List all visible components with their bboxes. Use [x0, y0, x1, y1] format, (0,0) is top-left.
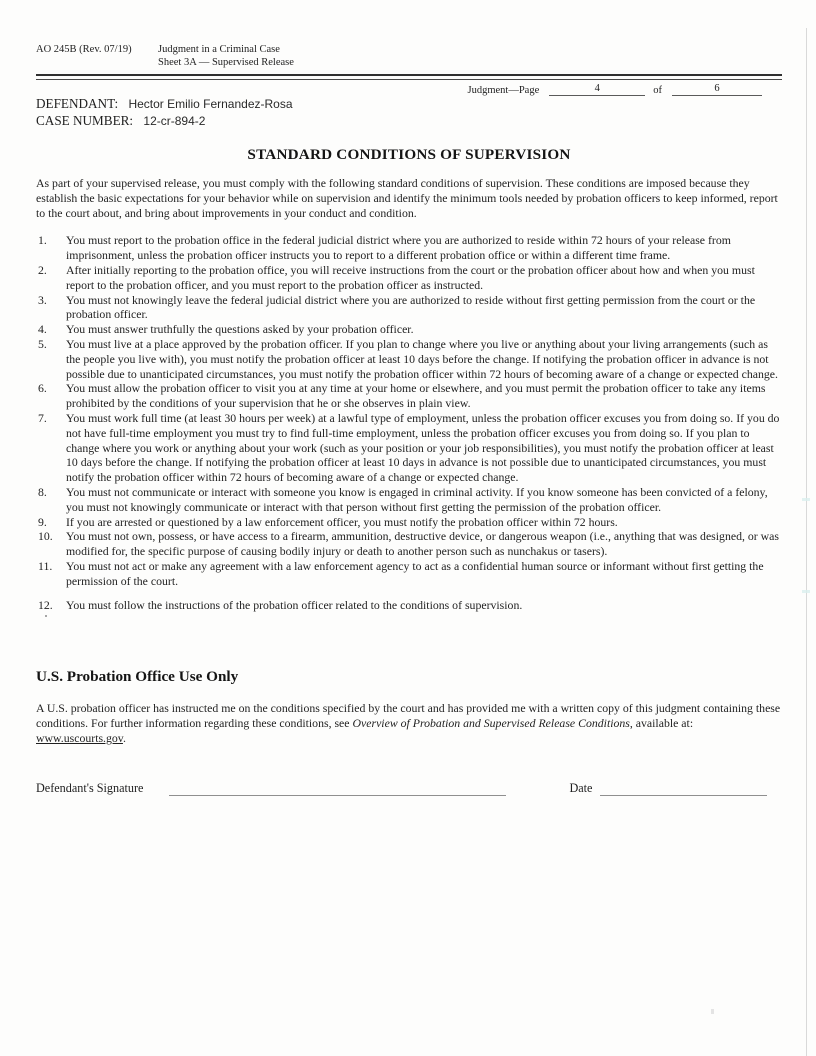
scan-artifact-mark: [711, 1009, 714, 1014]
probation-office-paragraph: [36, 701, 782, 745]
condition-number: 7.: [38, 410, 47, 425]
condition-number: 8.: [38, 484, 47, 499]
scan-artifact-tick: [802, 498, 810, 501]
condition-text: You must not communicate or interact with someone you know is engaged in criminal activity. If you know someone has been convicted of a felony, you must not knowingly communicate or interact with that person without first getting the permission of the probation officer.: [66, 484, 768, 514]
condition-text: You must not knowingly leave the federal judicial district where you are authorized to reside without first getting permission from the court or the probation officer.: [66, 292, 756, 322]
total-pages-field: 6: [672, 83, 762, 96]
scan-artifact-tick: [802, 590, 810, 593]
condition-number: 3.: [38, 292, 47, 307]
condition-text: You must work full time (at least 30 hours per week) at a lawful type of employment, unless the probation officer excuses you from doing so. If you do not have full-time employment you must try to find full-time employment, unless the probation officer excuses you from doing so. If you plan to change where you work or anything about your work (such as your position or your job responsibilities), you must notify the probation officer at least 10 days before the change. If notifying the probation officer at least 10 days in advance is not possible due to unanticipated circumstances, you must notify the probation officer within 72 hours of becoming aware of a change or expected change.: [66, 410, 780, 485]
condition-number: 12.: [38, 597, 53, 612]
condition-item-1: [38, 233, 782, 263]
office-text-italic-title: Overview of Probation and Supervised Release Conditions: [352, 716, 630, 731]
defendant-name: Hector Emilio Fernandez-Rosa: [128, 97, 293, 111]
scan-artifact-dot: [45, 615, 47, 617]
uscourts-link[interactable]: www.uscourts.gov: [36, 730, 123, 745]
defendant-signature-label: Defendant's Signature: [36, 780, 144, 795]
condition-item-8: [38, 485, 782, 515]
condition-item-4: [38, 322, 782, 337]
defendant-row: [36, 96, 782, 113]
condition-number: 6.: [38, 381, 47, 396]
header-divider: [36, 74, 782, 80]
condition-item-9: [38, 515, 782, 530]
condition-item-2: [38, 263, 782, 293]
condition-number: 1.: [38, 233, 47, 248]
condition-number: 10.: [38, 529, 53, 544]
condition-number: 11.: [38, 558, 53, 573]
condition-item-5: [38, 337, 782, 381]
case-number-row: [36, 113, 782, 130]
page-number-field: 4: [549, 83, 645, 96]
date-label: Date: [569, 780, 593, 795]
condition-number: 2.: [38, 262, 47, 277]
scan-edge-line: [806, 28, 807, 1056]
judgment-page-label: Judgment—Page: [467, 85, 540, 96]
condition-text: You must not own, possess, or have access to a firearm, ammunition, destructive device, or dangerous weapon (i.e., anything that was designed, or was modified for, the specific purpose of causing bodily injury or death to another person such as nunchakus or tasers).: [66, 529, 780, 559]
office-text-before: A U.S. probation officer has instructed me on the conditions specified by the court and has provided me with a written copy of this judgment containing these conditions. For further information regarding these conditions, see: [36, 701, 781, 731]
condition-item-11: [38, 559, 782, 589]
case-number-value: 12-cr-894-2: [143, 113, 206, 128]
condition-item-3: [38, 293, 782, 323]
of-label: of: [653, 85, 662, 96]
office-text-middle: , available at:: [629, 716, 694, 731]
condition-text: You must follow the instructions of the probation officer related to the conditions of supervision.: [66, 597, 523, 612]
condition-item-10: [38, 529, 782, 559]
probation-office-heading: U.S. Probation Office Use Only: [36, 668, 239, 686]
signature-line: [169, 781, 506, 796]
condition-text: You must report to the probation office in the federal judicial district where you are authorized to reside within 72 hours of your release from imprisonment, unless the probation officer instructs you to report to a different probation office or within a different time frame.: [66, 233, 731, 263]
condition-item-6: [38, 381, 782, 411]
condition-item-12: [38, 598, 782, 613]
office-text-after: .: [122, 730, 126, 745]
form-number: AO 245B (Rev. 07/19): [36, 44, 132, 55]
condition-item-7: [38, 411, 782, 485]
condition-text: You must allow the probation officer to visit you at any time at your home or elsewhere, and you must permit the probation officer to take any items prohibited by the conditions of your supervision that he or she observes in plain view.: [66, 381, 766, 411]
signature-row: [36, 781, 782, 796]
date-line: [600, 781, 767, 796]
condition-text: You must answer truthfully the questions asked by your probation officer.: [66, 322, 414, 337]
condition-text: If you are arrested or questioned by a law enforcement officer, you must notify the probation officer within 72 hours.: [66, 514, 618, 529]
condition-text: After initially reporting to the probation office, you will receive instructions from the court or the probation officer about how and when you must report to the probation officer, and you must report to the probation officer as instructed.: [66, 262, 755, 292]
form-description-line2: Sheet 3A — Supervised Release: [158, 56, 294, 68]
intro-paragraph: As part of your supervised release, you must comply with the following standard conditions of supervision. These conditions are imposed because they establish the basic expectations for your behavior while on supervision and identify the minimum tools needed by probation officers to keep informed, report to the court about, and bring about improvements in your conduct and condition.: [36, 176, 778, 220]
form-header: [36, 44, 782, 69]
condition-text: You must live at a place approved by the probation officer. If you plan to change where you live or anything about your living arrangements (such as the people you live with), you must notify the probation officer at least 10 days before the change. If notifying the probation officer in advance is not possible due to unanticipated circumstances, you must notify the probation officer within 72 hours of becoming aware of a change or expected change.: [66, 336, 778, 381]
condition-number: 9.: [38, 514, 47, 529]
form-description: [158, 44, 294, 69]
condition-number: 5.: [38, 336, 47, 351]
defendant-label: DEFENDANT:: [36, 96, 119, 111]
condition-text: You must not act or make any agreement with a law enforcement agency to act as a confidential human source or informant without first getting the permission of the court.: [66, 558, 764, 588]
page-title: STANDARD CONDITIONS OF SUPERVISION: [247, 146, 571, 163]
case-number-label: CASE NUMBER:: [36, 112, 134, 128]
page-number-row: [36, 83, 782, 96]
form-description-line1: Judgment in a Criminal Case: [158, 44, 280, 55]
condition-number: 4.: [38, 322, 47, 337]
conditions-list: [38, 233, 782, 612]
